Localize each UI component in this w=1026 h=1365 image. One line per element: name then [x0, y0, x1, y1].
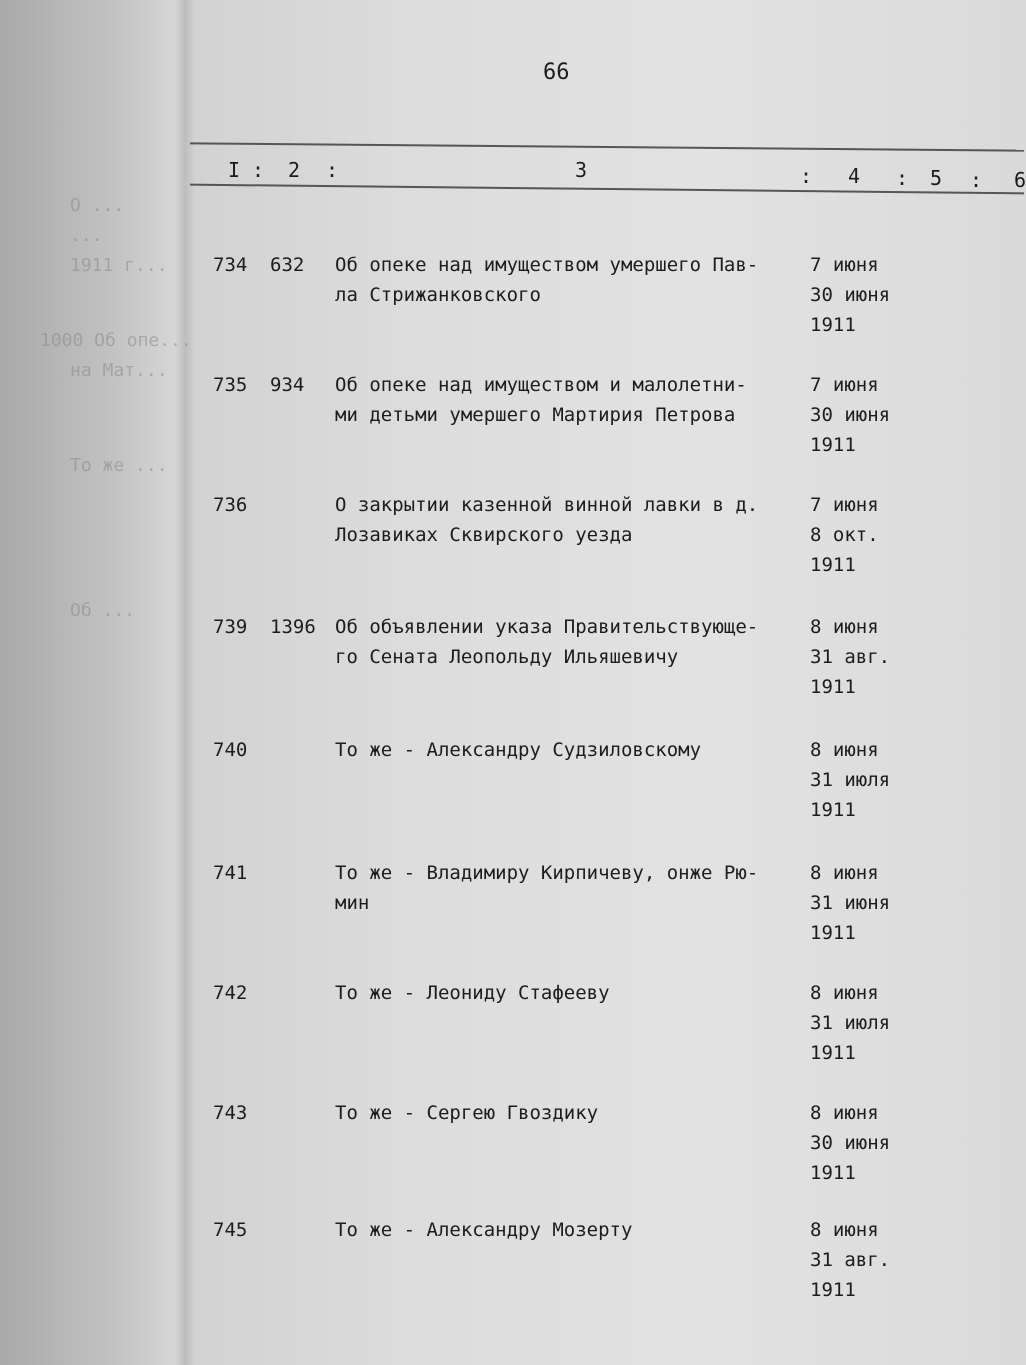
entry-date: 31 июня: [810, 892, 891, 914]
col-3: 3: [575, 158, 588, 182]
entry-title-line: То же - Александру Мозерту: [335, 1219, 633, 1241]
ghost-text: на Мат...: [70, 360, 168, 381]
entry-number: 743: [213, 1102, 248, 1124]
entry-title-line: То же - Леониду Стафееву: [335, 982, 610, 1004]
entry-dates: [810, 735, 890, 825]
entry-date: 31 авг.: [810, 646, 891, 668]
entry-date: 8 июня: [810, 1219, 879, 1241]
col-1: I: [228, 158, 241, 182]
entry-date: 8 июня: [810, 862, 879, 884]
entry-title-line: го Сената Леопольду Ильяшевичу: [335, 646, 679, 668]
entry-date: 8 июня: [810, 1102, 879, 1124]
entry-date: 1911: [810, 314, 856, 336]
entry-date: 1911: [810, 1279, 856, 1301]
entry-number: 745: [213, 1219, 248, 1241]
entry-title: [335, 1098, 805, 1128]
entry-date: 1911: [810, 1162, 856, 1184]
entry-case-number: 934: [270, 374, 305, 396]
entry-number: 741: [213, 862, 248, 884]
entry-date: 30 июня: [810, 404, 891, 426]
entry-date: 8 июня: [810, 739, 879, 761]
entry-date: 30 июня: [810, 284, 891, 306]
entry-dates: [810, 1098, 890, 1188]
entry-date: 1911: [810, 676, 856, 698]
header-rule-top: [190, 142, 1024, 151]
col-sep: :: [896, 166, 909, 190]
entry-date: 8 окт.: [810, 524, 879, 546]
col-sep: :: [800, 164, 813, 188]
ghost-text: То же ...: [70, 455, 168, 476]
entry-date: 31 июля: [810, 769, 891, 791]
col-6: 6: [1014, 168, 1026, 192]
entry-title: [335, 370, 805, 430]
entry-title: [335, 250, 805, 310]
entry-dates: [810, 490, 879, 580]
entry-title-line: Об объявлении указа Правительствующе-: [335, 616, 759, 638]
entry-title: [335, 612, 805, 672]
entry-date: 7 июня: [810, 494, 879, 516]
col-5: 5: [930, 166, 943, 190]
entry-title: [335, 1215, 805, 1245]
entry-number: 734: [213, 254, 248, 276]
entry-title-line: То же - Сергею Гвоздику: [335, 1102, 599, 1124]
entry-dates: [810, 250, 890, 340]
entry-title: [335, 490, 805, 550]
entry-title-line: ла Стрижанковского: [335, 284, 541, 306]
entry-date: 31 авг.: [810, 1249, 891, 1271]
entry-date: 30 июня: [810, 1132, 891, 1154]
entry-date: 31 июля: [810, 1012, 891, 1034]
col-sep: :: [252, 158, 265, 182]
entry-date: 8 июня: [810, 982, 879, 1004]
entry-title-line: ми детьми умершего Мартирия Петрова: [335, 404, 736, 426]
entry-dates: [810, 978, 890, 1068]
entry-number: 740: [213, 739, 248, 761]
entry-title-line: Об опеке над имуществом и малолетни-: [335, 374, 747, 396]
entry-date: 1911: [810, 434, 856, 456]
entry-number: 735: [213, 374, 248, 396]
entry-title-line: мин: [335, 892, 370, 914]
page-number: 66: [543, 60, 570, 85]
entry-date: 1911: [810, 922, 856, 944]
col-sep: :: [970, 168, 983, 192]
entry-date: 7 июня: [810, 374, 879, 396]
entry-date: 1911: [810, 554, 856, 576]
entry-date: 7 июня: [810, 254, 879, 276]
entry-number: 739: [213, 616, 248, 638]
entry-title-line: То же - Александру Судзиловскому: [335, 739, 702, 761]
entry-dates: [810, 612, 890, 702]
facing-page-bleed: [0, 0, 192, 1365]
entry-number: 736: [213, 494, 248, 516]
ghost-text: 1911 г...: [70, 255, 168, 276]
ghost-text: ...: [70, 225, 103, 246]
entry-title-line: Об опеке над имуществом умершего Пав-: [335, 254, 759, 276]
ghost-text: 1000 Об опе...: [40, 330, 192, 351]
entry-date: 1911: [810, 1042, 856, 1064]
entry-title-line: То же - Владимиру Кирпичеву, онже Рю-: [335, 862, 759, 884]
entry-title: [335, 858, 805, 918]
entry-title-line: Лозавиках Сквирского уезда: [335, 524, 633, 546]
entry-dates: [810, 370, 890, 460]
entry-case-number: 632: [270, 254, 305, 276]
entry-date: 8 июня: [810, 616, 879, 638]
entry-number: 742: [213, 982, 248, 1004]
entry-title-line: О закрытии казенной винной лавки в д.: [335, 494, 759, 516]
entry-case-number: 1396: [270, 616, 316, 638]
ghost-text: О ...: [70, 195, 125, 216]
entry-title: [335, 978, 805, 1008]
entry-dates: [810, 858, 890, 948]
col-4: 4: [848, 164, 861, 188]
entry-title: [335, 735, 805, 765]
ghost-text: Об ...: [70, 600, 136, 621]
col-sep: :: [326, 158, 339, 182]
entry-date: 1911: [810, 799, 856, 821]
entry-dates: [810, 1215, 890, 1305]
col-2: 2: [288, 158, 301, 182]
